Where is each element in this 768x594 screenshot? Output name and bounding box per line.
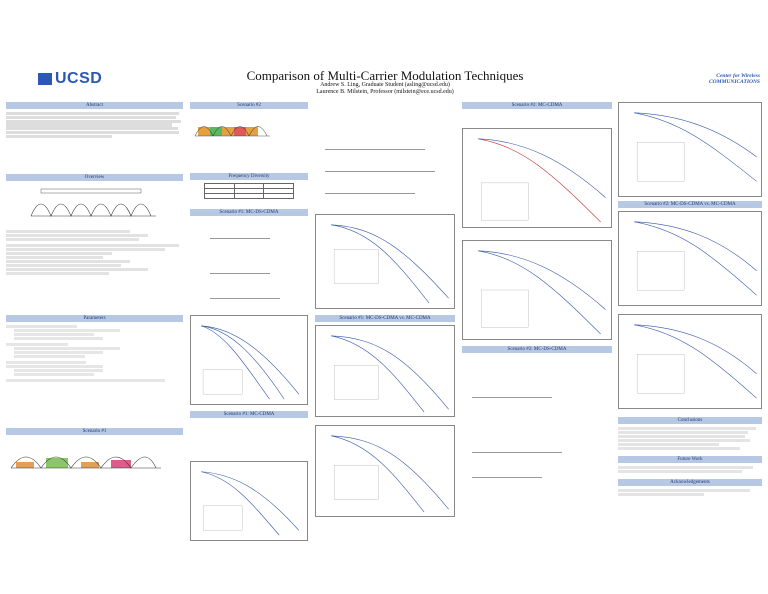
scen1b-banner: Scenario #1: MC-DS-CDMA (190, 209, 308, 216)
parameters-text (6, 325, 183, 382)
scen1c-equations (190, 421, 308, 461)
scen2-equations (315, 102, 455, 214)
scen2a-curves-b (463, 241, 611, 339)
scen2c-plot-b (618, 211, 762, 306)
ucsd-logo (38, 70, 102, 88)
conclusions-text (618, 427, 762, 450)
future-banner: Future Work (618, 456, 762, 463)
future-text (618, 466, 762, 473)
scen2-curves (316, 215, 454, 308)
scenario1-banner: Scenario #1 (6, 428, 183, 435)
scen2c-curves-a (619, 103, 761, 196)
scen2a-banner: Scenario #2: MC-CDMA (462, 102, 612, 109)
freqdiv-table (204, 183, 294, 199)
conclusions-banner: Conclusions (618, 417, 762, 424)
column-3 (315, 102, 455, 517)
overview-diagram (6, 184, 183, 224)
author-line: Andrew S. Ling, Graduate Student (asling@ucsd.edu) (320, 82, 450, 88)
scen2c-plot-c (618, 314, 762, 409)
poster-authors (150, 82, 620, 96)
scen2b-banner: Scenario #2: MC-DS-CDMA (462, 346, 612, 353)
scen2c-banner: Scenario #2: MC-DS-CDMA vs. MC-CDMA (618, 201, 762, 208)
poster-header (0, 0, 768, 96)
scen1c-curves (191, 462, 307, 540)
scen1d-curves-b (316, 426, 454, 516)
scen1d-curves-a (316, 326, 454, 416)
column-5 (618, 102, 762, 497)
scen2-plot (315, 214, 455, 309)
parameters-banner: Parameters (6, 315, 183, 322)
scen2a-plot-a (462, 128, 612, 228)
freqdiv-banner: Frequency Diversity (190, 173, 308, 180)
scen2c-plot-a (618, 102, 762, 197)
cwc-logo: Center for Wireless COMMUNICATIONS (708, 73, 760, 85)
poster-title: Comparison of Multi-Carrier Modulation Techniques (246, 68, 524, 83)
ucsd-logo-icon (38, 73, 52, 85)
scenario2-diagram (190, 112, 308, 150)
scen1d-plot-b (315, 425, 455, 517)
scen1c-banner: Scenario #1: MC-CDMA (190, 411, 308, 418)
column-2 (190, 102, 308, 541)
scenario2-banner: Scenario #2 (190, 102, 308, 109)
overview-text (6, 230, 183, 275)
ack-text (618, 489, 762, 496)
overview-banner: Overview (6, 174, 183, 181)
column-4 (462, 102, 612, 486)
scen2c-curves-b (619, 212, 761, 305)
scen1c-plot (190, 461, 308, 541)
scen2c-curves-c (619, 315, 761, 408)
abstract-banner: Abstract (6, 102, 183, 109)
scenario1-diagram (6, 438, 183, 488)
advisor-line: Laurence B. Milstein, Professor (milstein@ece.ucsd.edu) (316, 89, 454, 95)
scen2b-equations (462, 356, 612, 486)
scen2a-plot-b (462, 240, 612, 340)
scen1d-banner: Scenario #1: MC-DS-CDMA vs. MC-CDMA (315, 315, 455, 322)
logo-text: UCSD (55, 70, 103, 87)
scen1b-plot (190, 315, 308, 405)
column-1 (6, 102, 183, 493)
scen1b-equations (190, 219, 308, 315)
scen1d-plot-a (315, 325, 455, 417)
abstract-text (6, 112, 183, 150)
ack-banner: Acknowledgements (618, 479, 762, 486)
scen2a-curves-a (463, 129, 611, 227)
scen1b-curves (191, 316, 307, 404)
scen2a-text (462, 112, 612, 128)
